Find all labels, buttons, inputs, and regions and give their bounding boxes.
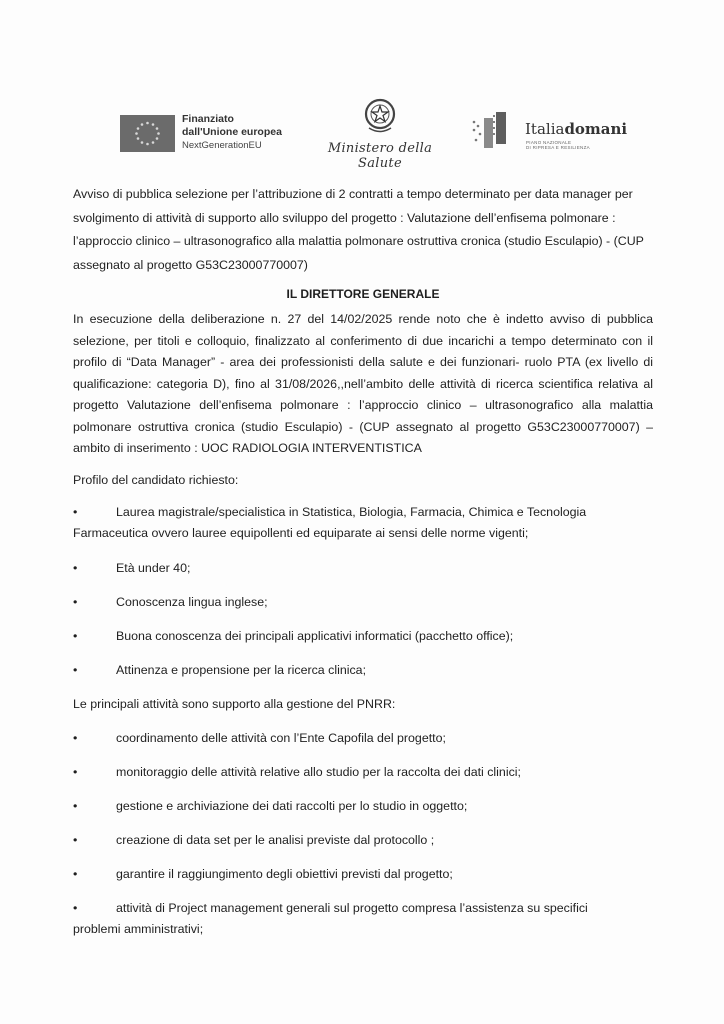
bullet-icon: •	[73, 594, 78, 609]
italiadomani-sub-1: PIANO NAZIONALE	[526, 140, 572, 145]
italiadomani-title-light: Italia	[525, 120, 565, 138]
bullet-icon: •	[73, 730, 78, 745]
profile-item-continuation: Farmaceutica ovvero lauree equipollenti ed equiparate ai sensi delle norme vigenti;	[73, 525, 529, 540]
notice-body: In esecuzione della deliberazione n. 27 del 14/02/2025 rende noto che è indetto avviso di pubblica selezione, per titoli e colloquio, finalizzato al conferimento di due incarichi a tempo determinato con il profilo di “Data Manager” - area dei professionisti della salute e dei funzionari- ruolo PTA (ex livello di qualificazione: categoria D), fino al 31/08/2026,,nell’ambito delle attività di ricerca scientifica relativa al progetto Valutazione dell’enfisema polmonare : l’approccio clinico – ultrasonografico alla malattia polmonare ostruttiva cronica (studio Esculapio) - (CUP assegnato al progetto G53C23000770007) – ambito di inserimento : UOC RADIOLOGIA INTERVENTISTICA	[73, 312, 653, 455]
activity-item	[73, 728, 653, 748]
activity-item	[73, 830, 653, 850]
activity-item-text: gestione e archiviazione dei dati raccolti per lo studio in oggetto;	[116, 798, 468, 813]
bullet-icon: •	[73, 628, 78, 643]
italiadomani-subtitle	[526, 140, 590, 150]
bullet-icon: •	[73, 764, 78, 779]
document-body	[73, 183, 653, 940]
eu-flag-icon	[120, 115, 175, 152]
profile-item	[73, 502, 653, 544]
italian-emblem-icon	[359, 95, 401, 137]
bullet-icon: •	[73, 504, 78, 519]
italiadomani-logo	[470, 110, 640, 155]
profile-item	[73, 660, 653, 680]
profile-item-text: Attinenza e propensione per la ricerca clinica;	[116, 662, 367, 677]
profile-item-text: Laurea magistrale/specialistica in Statistica, Biologia, Farmacia, Chimica e Tecnologia	[116, 504, 587, 519]
ministero-name: Ministero della Salute	[327, 141, 433, 171]
profile-item	[73, 626, 653, 646]
italiadomani-sub-2: DI RIPRESA E RESILIENZA	[526, 145, 590, 150]
section-heading: IL DIRETTORE GENERALE	[286, 287, 440, 301]
profile-item-text: Età under 40;	[116, 560, 191, 575]
bullet-icon: •	[73, 798, 78, 813]
activity-item-text: creazione di data set per le analisi previste dal protocollo ;	[116, 832, 435, 847]
header-logos	[0, 95, 724, 171]
activity-item	[73, 864, 653, 884]
activity-item-text: monitoraggio delle attività relative allo studio per la raccolta dei dati clinici;	[116, 764, 521, 779]
activity-item-text: garantire il raggiungimento degli obiettivi previsti dal progetto;	[116, 866, 453, 881]
profile-item-text: Conoscenza lingua inglese;	[116, 594, 268, 609]
activities-list	[73, 728, 653, 940]
profile-item-text: Buona conoscenza dei principali applicativi informatici (pacchetto office);	[116, 628, 514, 643]
profile-item	[73, 558, 653, 578]
bullet-icon: •	[73, 866, 78, 881]
italiadomani-icon	[470, 110, 520, 152]
italiadomani-title-bold: domani	[564, 120, 628, 138]
activity-item	[73, 796, 653, 816]
eu-line-1: Finanziato	[182, 113, 234, 125]
bullet-icon: •	[73, 560, 78, 575]
bullet-icon: •	[73, 832, 78, 847]
notice-title: Avviso di pubblica selezione per l’attribuzione di 2 contratti a tempo determinato per data manager per svolgimento di attività di supporto allo sviluppo del progetto : Valutazione dell’enfisema polmonare : l’approccio clinico – ultrasonografico alla malattia polmonare ostruttiva cronica (studio Esculapio) - (CUP assegnato al progetto G53C23000770007)	[73, 187, 644, 272]
activities-title: Le principali attività sono supporto alla gestione del PNRR:	[73, 696, 396, 711]
bullet-icon: •	[73, 662, 78, 677]
ministero-logo	[305, 95, 455, 171]
activity-item-continuation: problemi amministrativi;	[73, 921, 204, 936]
activity-item	[73, 762, 653, 782]
profile-title: Profilo del candidato richiesto:	[73, 472, 239, 487]
bullet-icon: •	[73, 900, 78, 915]
profile-list	[73, 558, 653, 680]
activity-item	[73, 898, 653, 940]
eu-funding-label	[182, 113, 282, 152]
italiadomani-title	[525, 120, 627, 138]
eu-line-2: dall'Unione europea	[182, 126, 282, 138]
profile-item	[73, 592, 653, 612]
activity-item-text: attività di Project management generali sul progetto compresa l’assistenza su specifici	[116, 900, 588, 915]
activity-item-text: coordinamento delle attività con l’Ente Capofila del progetto;	[116, 730, 446, 745]
eu-line-3: NextGenerationEU	[182, 140, 262, 151]
